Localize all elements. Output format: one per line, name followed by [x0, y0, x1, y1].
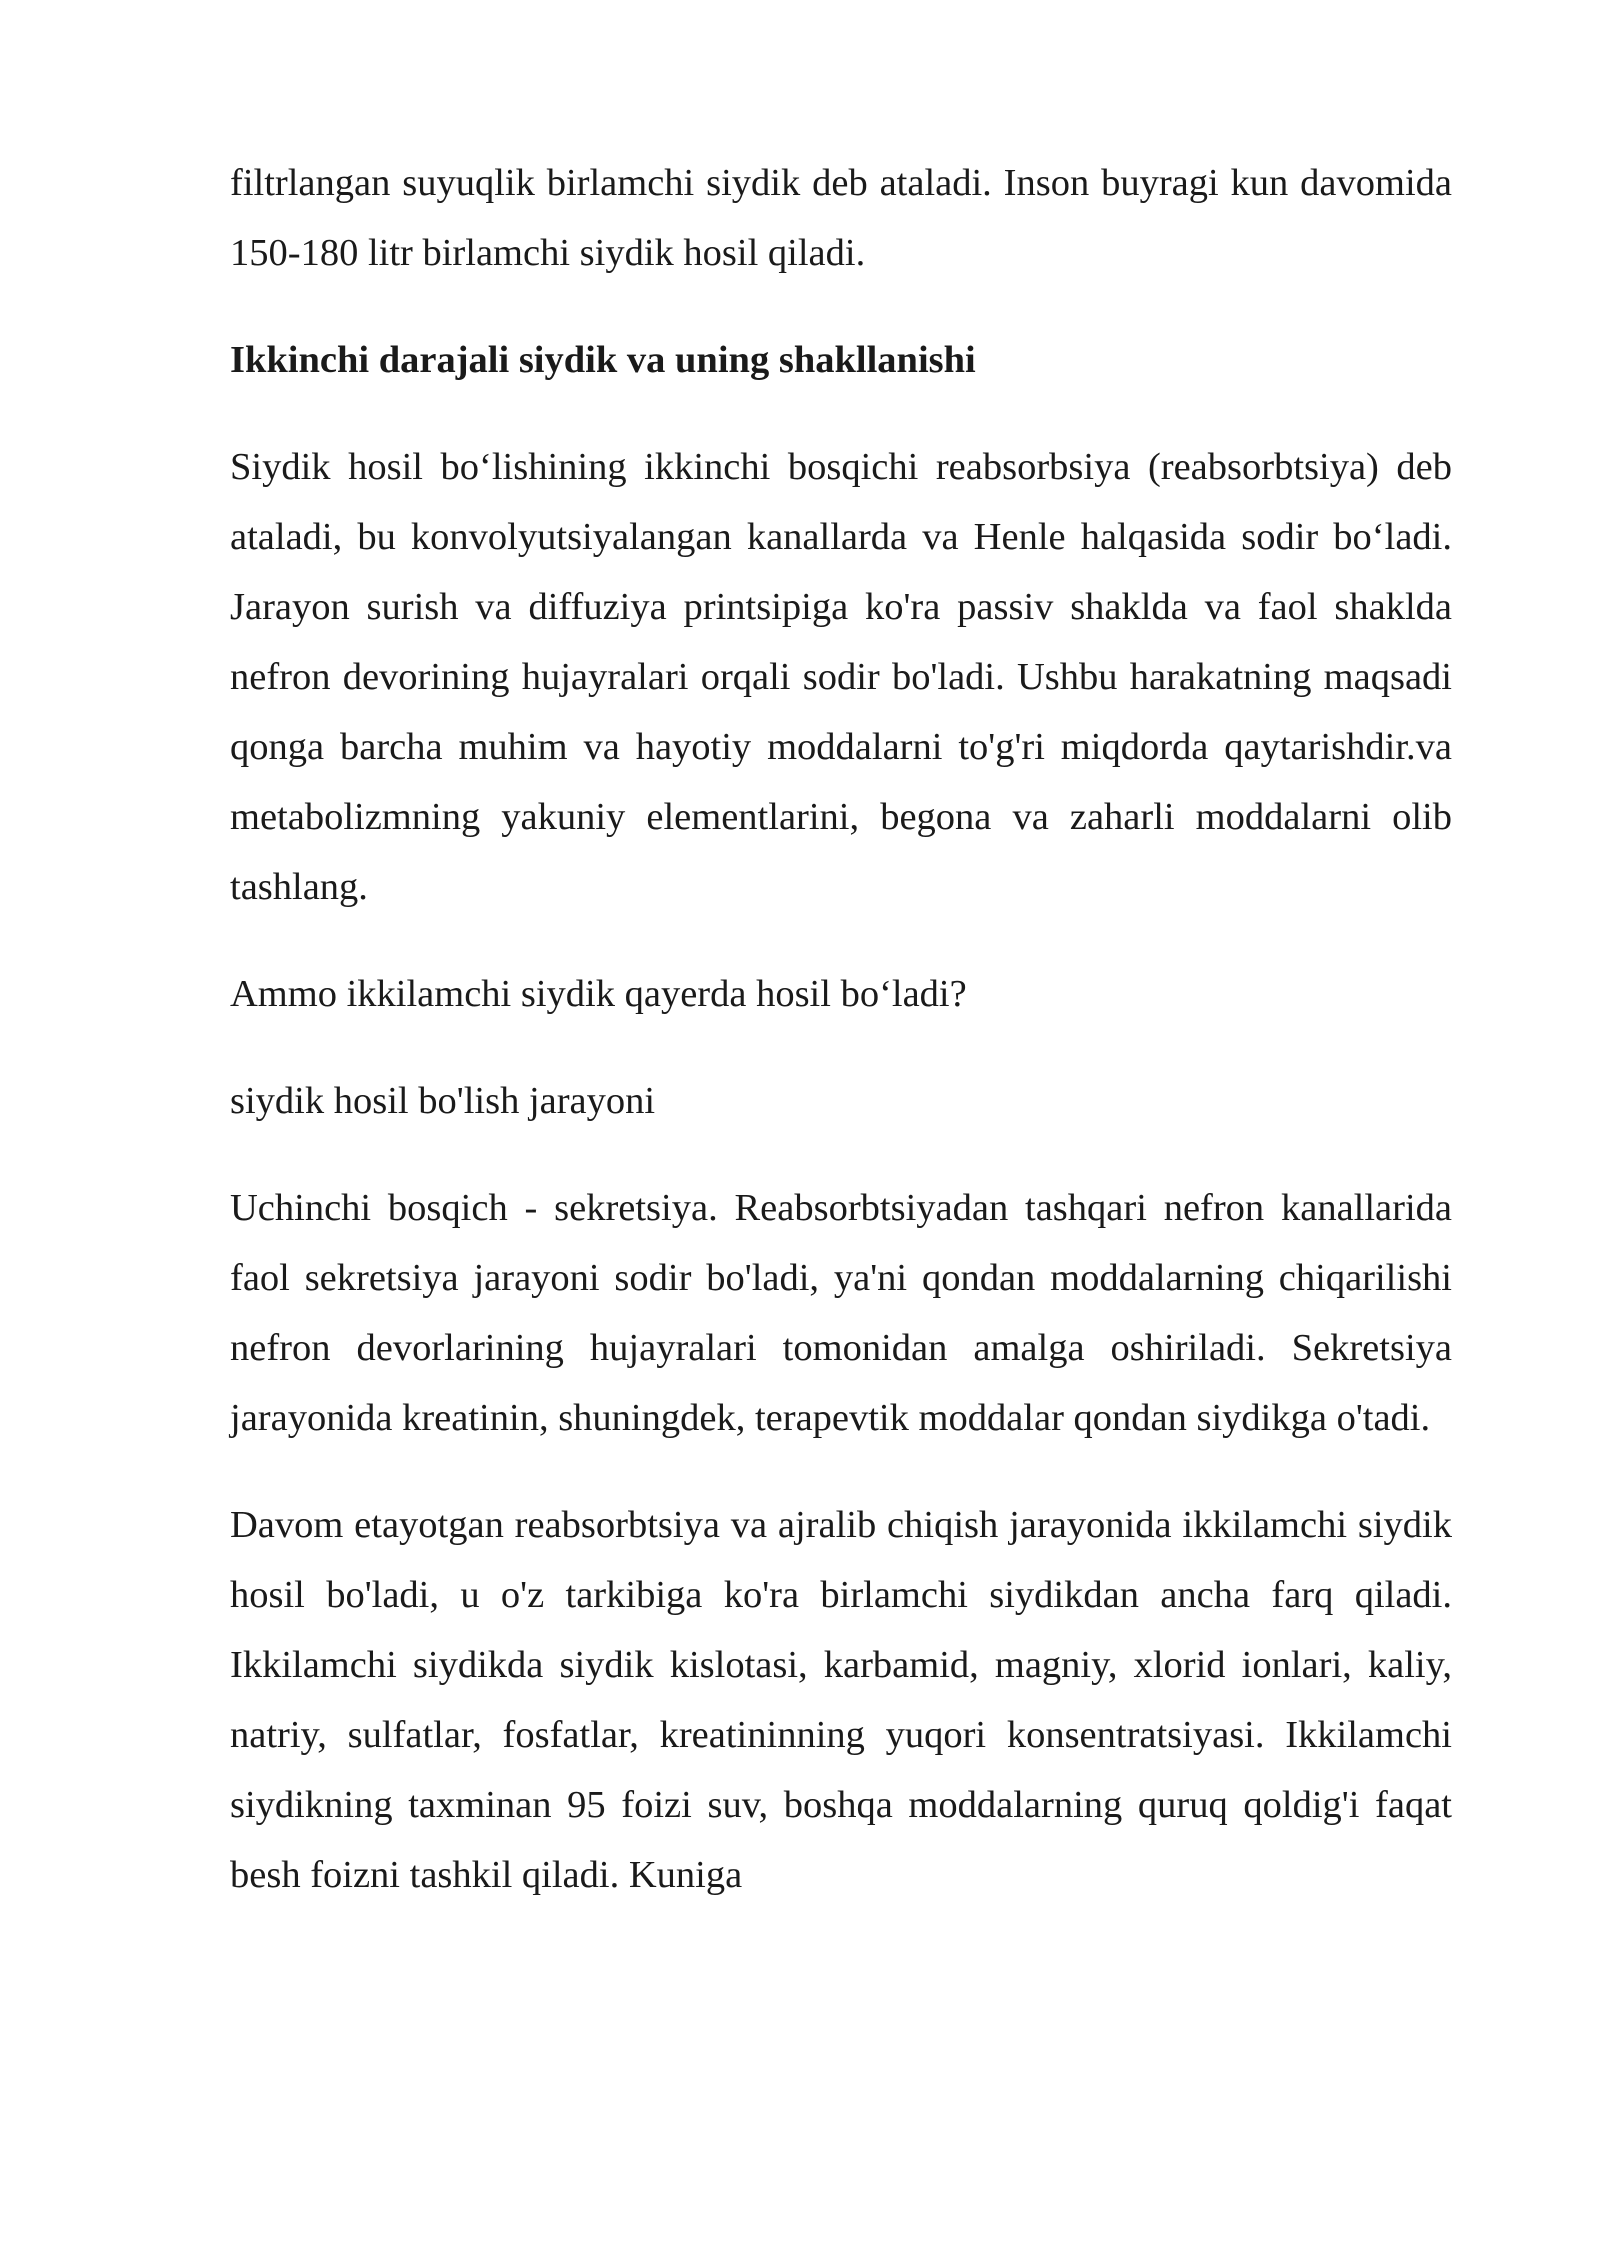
document-page — [230, 148, 1452, 1910]
paragraph-primary-urine: filtrlangan suyuqlik birlamchi siydik deb ataladi. Inson buyragi kun davomida 150-180 litr birlamchi siydik hosil qiladi. — [230, 162, 1452, 274]
paragraph-process-caption: siydik hosil bo'lish jarayoni — [230, 1080, 656, 1122]
paragraph-question: Ammo ikkilamchi siydik qayerda hosil bo‘ladi? — [230, 973, 967, 1015]
paragraph-secondary-urine-composition: Davom etayotgan reabsorbtsiya va ajralib chiqish jarayonida ikkilamchi siydik hosil bo'ladi, u o'z tarkibiga ko'ra birlamchi siydikdan ancha farq qiladi. Ikkilamchi siydikda siydik kislotasi, karbamid, magniy, xlorid ionlari, kaliy, natriy, sulfatlar, fosfatlar, kreatininning yuqori konsentratsiyasi. Ikkilamchi siydikning taxminan 95 foizi suv, boshqa moddalarning quruq qoldig'i faqat besh foizni tashkil qiladi. Kuniga — [230, 1504, 1452, 1896]
paragraph-secretion: Uchinchi bosqich - sekretsiya. Reabsorbtsiyadan tashqari nefron kanallarida faol sekretsiya jarayoni sodir bo'ladi, ya'ni qondan moddalarning chiqarilishi nefron devorlarining hujayralari tomonidan amalga oshiriladi. Sekretsiya jarayonida kreatinin, shuningdek, terapevtik moddalar qondan siydikga o'tadi. — [230, 1187, 1452, 1439]
section-heading-secondary-urine: Ikkinchi darajali siydik va uning shakllanishi — [230, 339, 976, 381]
paragraph-reabsorption: Siydik hosil bo‘lishining ikkinchi bosqichi reabsorbsiya (reabsorbtsiya) deb ataladi, bu konvolyutsiyalangan kanallarda va Henle halqasida sodir bo‘ladi. Jarayon surish va diffuziya printsipiga ko'ra passiv shaklda va faol shaklda nefron devorining hujayralari orqali sodir bo'ladi. Ushbu harakatning maqsadi qonga barcha muhim va hayotiy moddalarni to'g'ri miqdorda qaytarishdir.va metabolizmning yakuniy elementlarini, begona va zaharli moddalarni olib tashlang. — [230, 446, 1452, 908]
